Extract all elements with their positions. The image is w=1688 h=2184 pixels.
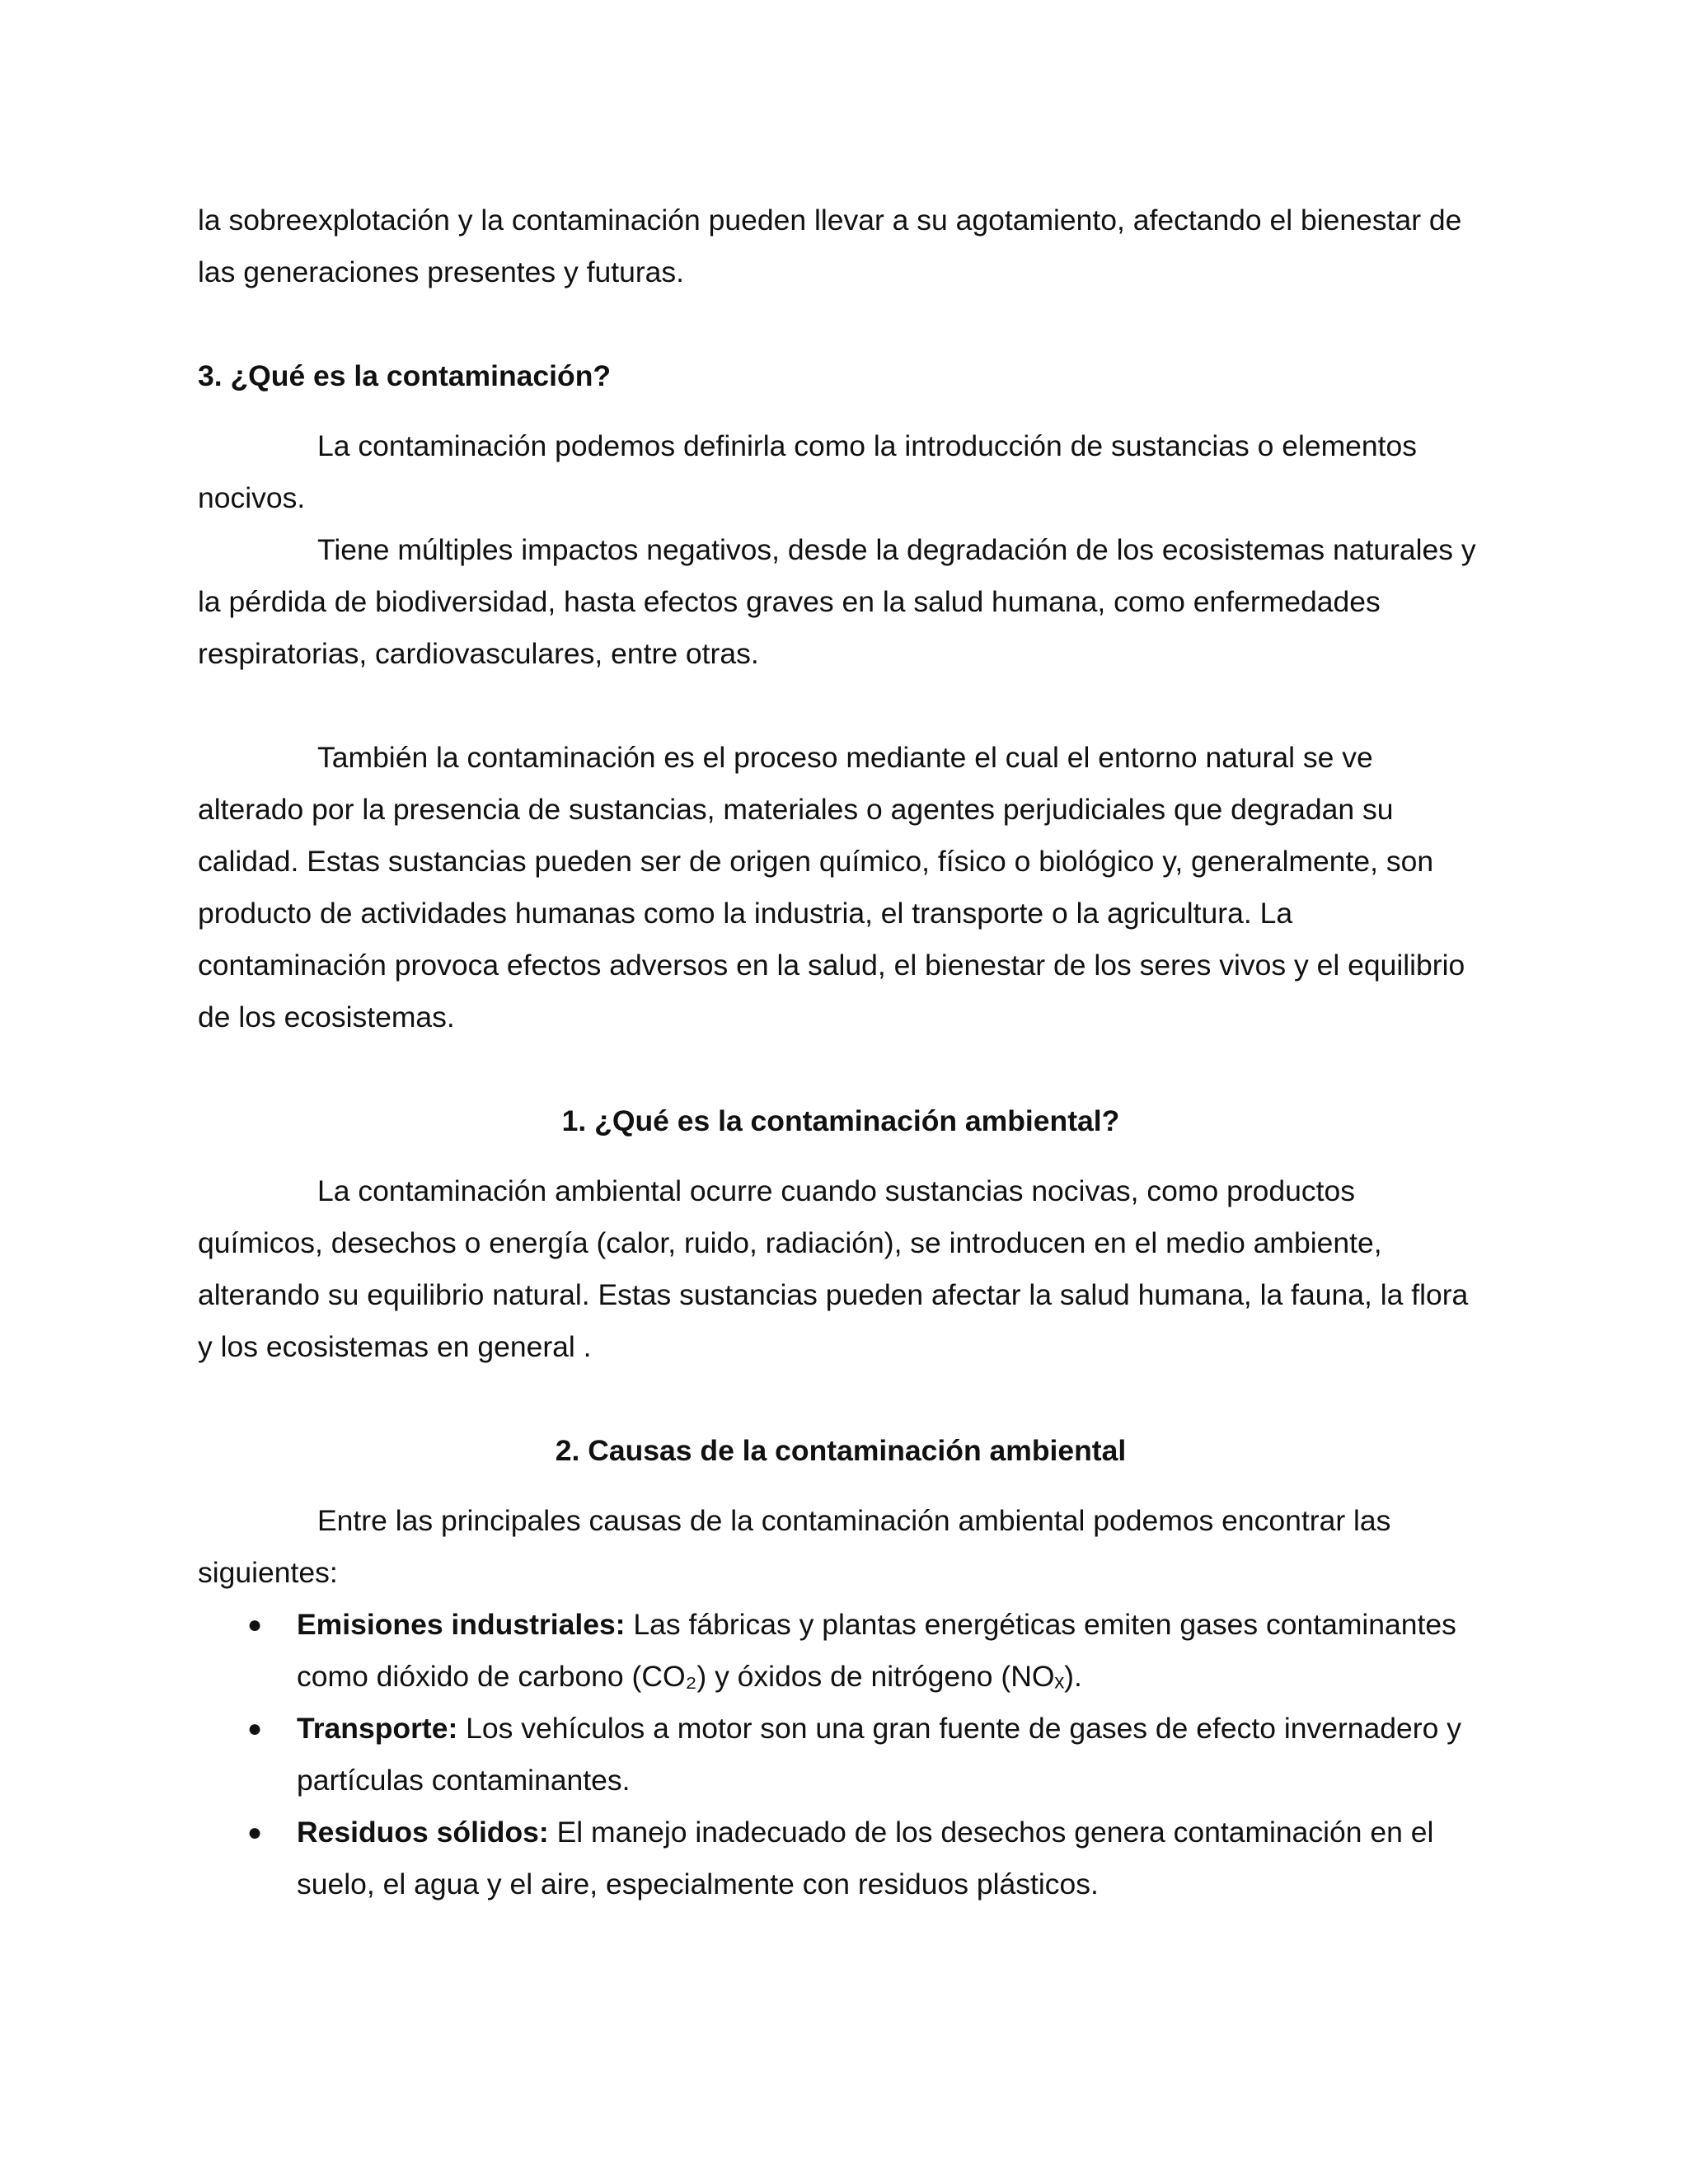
document-page xyxy=(198,194,1484,1910)
section-ambiental-heading: 1. ¿Qué es la contaminación ambiental? xyxy=(561,1104,1120,1137)
cause-term: Emisiones industriales: xyxy=(297,1608,626,1641)
section-3-paragraph-3: También la contaminación es el proceso mediante el cual el entorno natural se ve alterado por la presencia de sustancias, materiales o agentes perjudiciales que degradan su calidad. Estas sustancias pueden ser de origen químico, físico o biológico y, generalmente, son producto de actividades humanas como la industria, el transporte o la agricultura. La contaminación provoca efectos adversos en la salud, el bienestar de los seres vivos y el equilibrio de los ecosistemas. xyxy=(198,741,1465,1033)
cause-term: Transporte: xyxy=(297,1712,458,1745)
causes-list xyxy=(198,1599,1484,1910)
intro-paragraph: la sobreexplotación y la contaminación pueden llevar a su agotamiento, afectando el bienestar de las generaciones presentes y futuras. xyxy=(198,204,1462,288)
bullet-icon: ● xyxy=(247,1611,263,1638)
section-3-paragraph-1: La contaminación podemos definirla como la introducción de sustancias o elementos nocivos. xyxy=(198,429,1417,514)
list-item xyxy=(198,1703,1484,1807)
section-ambiental-paragraph: La contaminación ambiental ocurre cuando sustancias nocivas, como productos químicos, desechos o energía (calor, ruido, radiación), se introducen en el medio ambiente, alterando su equilibrio natural. Estas sustancias pueden afectar la salud humana, la fauna, la flora y los ecosistemas en general . xyxy=(198,1174,1469,1363)
cause-text: Los vehículos a motor son una gran fuente de gases de efecto invernadero y partículas contaminantes. xyxy=(297,1712,1461,1797)
bullet-icon: ● xyxy=(247,1819,263,1846)
list-item xyxy=(198,1599,1484,1703)
list-item xyxy=(198,1807,1484,1910)
section-causas-intro: Entre las principales causas de la contaminación ambiental podemos encontrar las siguientes: xyxy=(198,1504,1391,1589)
bullet-icon: ● xyxy=(247,1715,263,1742)
cause-term: Residuos sólidos: xyxy=(297,1816,549,1849)
section-3-heading: 3. ¿Qué es la contaminación? xyxy=(198,359,612,392)
cause-text: El manejo inadecuado de los desechos genera contaminación en el suelo, el agua y el aire, especialmente con residuos plásticos. xyxy=(297,1816,1434,1900)
section-3-paragraph-2: Tiene múltiples impactos negativos, desde la degradación de los ecosistemas naturales y la pérdida de biodiversidad, hasta efectos graves en la salud humana, como enfermedades respiratorias, cardiovasculares, entre otras. xyxy=(198,533,1476,670)
cause-text: Las fábricas y plantas energéticas emiten gases contaminantes como dióxido de carbono (CO₂) y óxidos de nitrógeno (NOₓ). xyxy=(297,1608,1456,1693)
section-causas-heading: 2. Causas de la contaminación ambiental xyxy=(555,1434,1127,1467)
